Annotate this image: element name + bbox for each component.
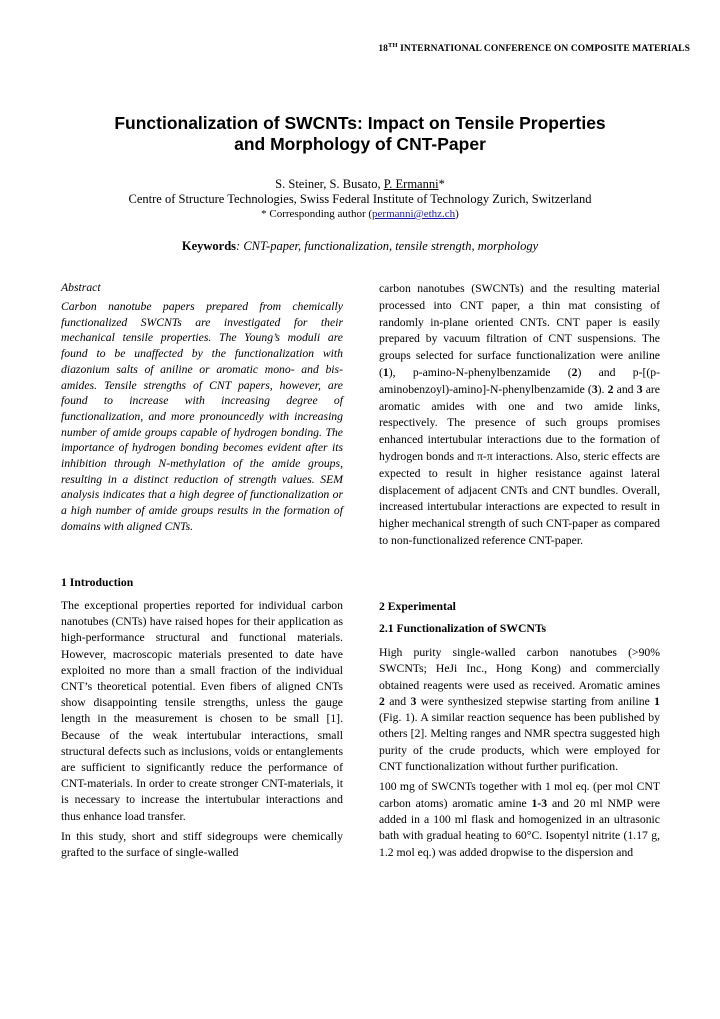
text-run: were synthesized stepwise starting from aniline (416, 694, 655, 708)
author-list (0, 177, 720, 192)
functionalization-subheading: 2.1 Functionalization of SWCNTs (379, 622, 547, 635)
paper-title-line-2: and Morphology of CNT-Paper (234, 134, 486, 154)
text-run: ). (597, 382, 608, 396)
compound-number: 3 (636, 382, 643, 396)
conference-number: 18 (378, 44, 389, 55)
authors-plain: S. Steiner, S. Busato, (275, 177, 384, 191)
compound-number: 1-3 (531, 796, 548, 810)
keywords-colon: : (236, 239, 241, 253)
compound-number: 1 (382, 365, 389, 379)
compound-number: 3 (410, 694, 417, 708)
email-link[interactable]: permanni@ethz.ch (372, 208, 456, 220)
compound-number: 1 (654, 694, 660, 708)
text-run: (Fig. 1). A similar reaction sequence has been published by others [2]. Melting ranges and NMR spectra suggested high purity of the crude products, which were employed for CNT functionalization without further purification. (379, 711, 660, 774)
compound-number: 2 (607, 382, 614, 396)
experimental-paragraph-2 (379, 779, 660, 860)
text-run: and (613, 382, 637, 396)
text-run: 100 mg of SWCNTs together with 1 mol eq. (per mol CNT carbon atoms) aromatic amine (379, 780, 660, 810)
compound-number: 3 (591, 382, 598, 396)
corresponding-star: * (438, 177, 445, 191)
introduction-paragraph-2: In this study, short and stiff sidegroups were chemically grafted to the surface of single-walled (61, 829, 343, 860)
text-run: and (384, 694, 411, 708)
abstract-text: Carbon nanotube papers prepared from chemically functionalized SWCNTs are investigated for their mechanical tensile properties. The Young’s moduli are found to be unaffected by the functionalization with diazonium salts of aniline or aromatic mono- and bis-amides. Tensile strengths of CNT papers, however, are found to increase with increasing degree of functionalization, and more pronouncedly with increasing number of amide groups capable of hydrogen bonding. The importance of hydrogen bonding becomes evident after its inhibition through N-methylation of the amide groups, resulting in a distinct reduction of strength values. SEM analysis indicates that a high degree of functionalization or a high number of amide groups results in the formation of domains with aligned CNTs. (61, 300, 343, 533)
text-run: ) and p-[(p-aminobenzoyl)-amino]-N-phenylbenzamide ( (379, 365, 660, 396)
text-run: and 20 ml NMP were added in a 100 ml flask and homogenized in an ultrasonic bath with gradual heating to 60°C. Isopentyl nitrite (1.17 g, 1.2 mol eq.) was added dropwise to the dispersion and (379, 796, 660, 859)
corresponding-suffix: ) (455, 208, 459, 220)
corresponding-author-name: P. Ermanni (383, 177, 439, 191)
affiliation: Centre of Structure Technologies, Swiss Federal Institute of Technology Zurich, Switzerland (128, 192, 592, 206)
experimental-paragraph-1 (379, 645, 660, 775)
text-run: ), p-amino-N-phenylbenzamide ( (388, 365, 572, 379)
compound-number: 2 (571, 365, 578, 379)
keywords-text: CNT-paper, functionalization, tensile strength, morphology (240, 239, 539, 253)
introduction-continued (379, 281, 660, 550)
text-run: are aromatic amides with one and two amide links, respectively. The presence of such groups promises enhanced intertubular interactions due to the formation of hydrogen bonds and π-π interactions. Also, steric effects are expected to result in higher resistance against lateral displacement of adjacent CNTs and CNT bundles. Overall, increased intertubular interactions are expected to result in higher mechanical strength of such CNT-paper as compared to non-functionalized reference CNT-paper. (379, 382, 660, 547)
keywords-line (0, 239, 720, 254)
paper-title (40, 113, 680, 155)
paper-title-line-1: Functionalization of SWCNTs: Impact on Tensile Properties (114, 113, 606, 133)
text-run: carbon nanotubes (SWCNTs) and the resulting material processed into CNT paper, a thin mat consisting of randomly in-plane oriented CNTs. CNT paper is easily prepared by vacuum filtration of CNT suspensions. The groups selected for surface functionalization were aniline ( (379, 282, 660, 379)
introduction-heading: 1 Introduction (61, 576, 134, 589)
conference-number-suffix: TH (388, 42, 398, 49)
keywords-label: Keywords (181, 239, 237, 253)
compound-number: 2 (379, 694, 385, 708)
conference-name: INTERNATIONAL CONFERENCE ON COMPOSITE MATERIALS (397, 44, 690, 55)
conference-header (0, 42, 690, 54)
abstract-heading: Abstract (61, 281, 101, 294)
text-run: High purity single-walled carbon nanotubes (>90% SWCNTs; HeJi Inc., Hong Kong) and commercially obtained reagents were used as received. Aromatic amines (379, 646, 660, 692)
introduction-body (61, 598, 343, 865)
corresponding-prefix: * Corresponding author ( (261, 208, 373, 220)
experimental-body (379, 645, 660, 865)
corresponding-author-note (0, 208, 720, 220)
experimental-heading: 2 Experimental (379, 600, 456, 613)
introduction-paragraph-1: The exceptional properties reported for individual carbon nanotubes (CNTs) have raised hopes for their application as high-performance structural and functional materials. However, macroscopic materials presented to date have exploited no more than a small fraction of the individual CNT’s theoretical potential. Even fibers of aligned CNTs show disappointing tensile strengths, unless the gauge length in the measurement is chosen to be small [1]. Because of the weak intertubular interactions, small structural defects such as inclusions, voids or entanglements are sufficient to significantly reduce the performance of CNT-materials. In order to create stronger CNT-materials, it is necessary to increase the intertubular interactions and thus enhance load transfer. (61, 599, 343, 823)
